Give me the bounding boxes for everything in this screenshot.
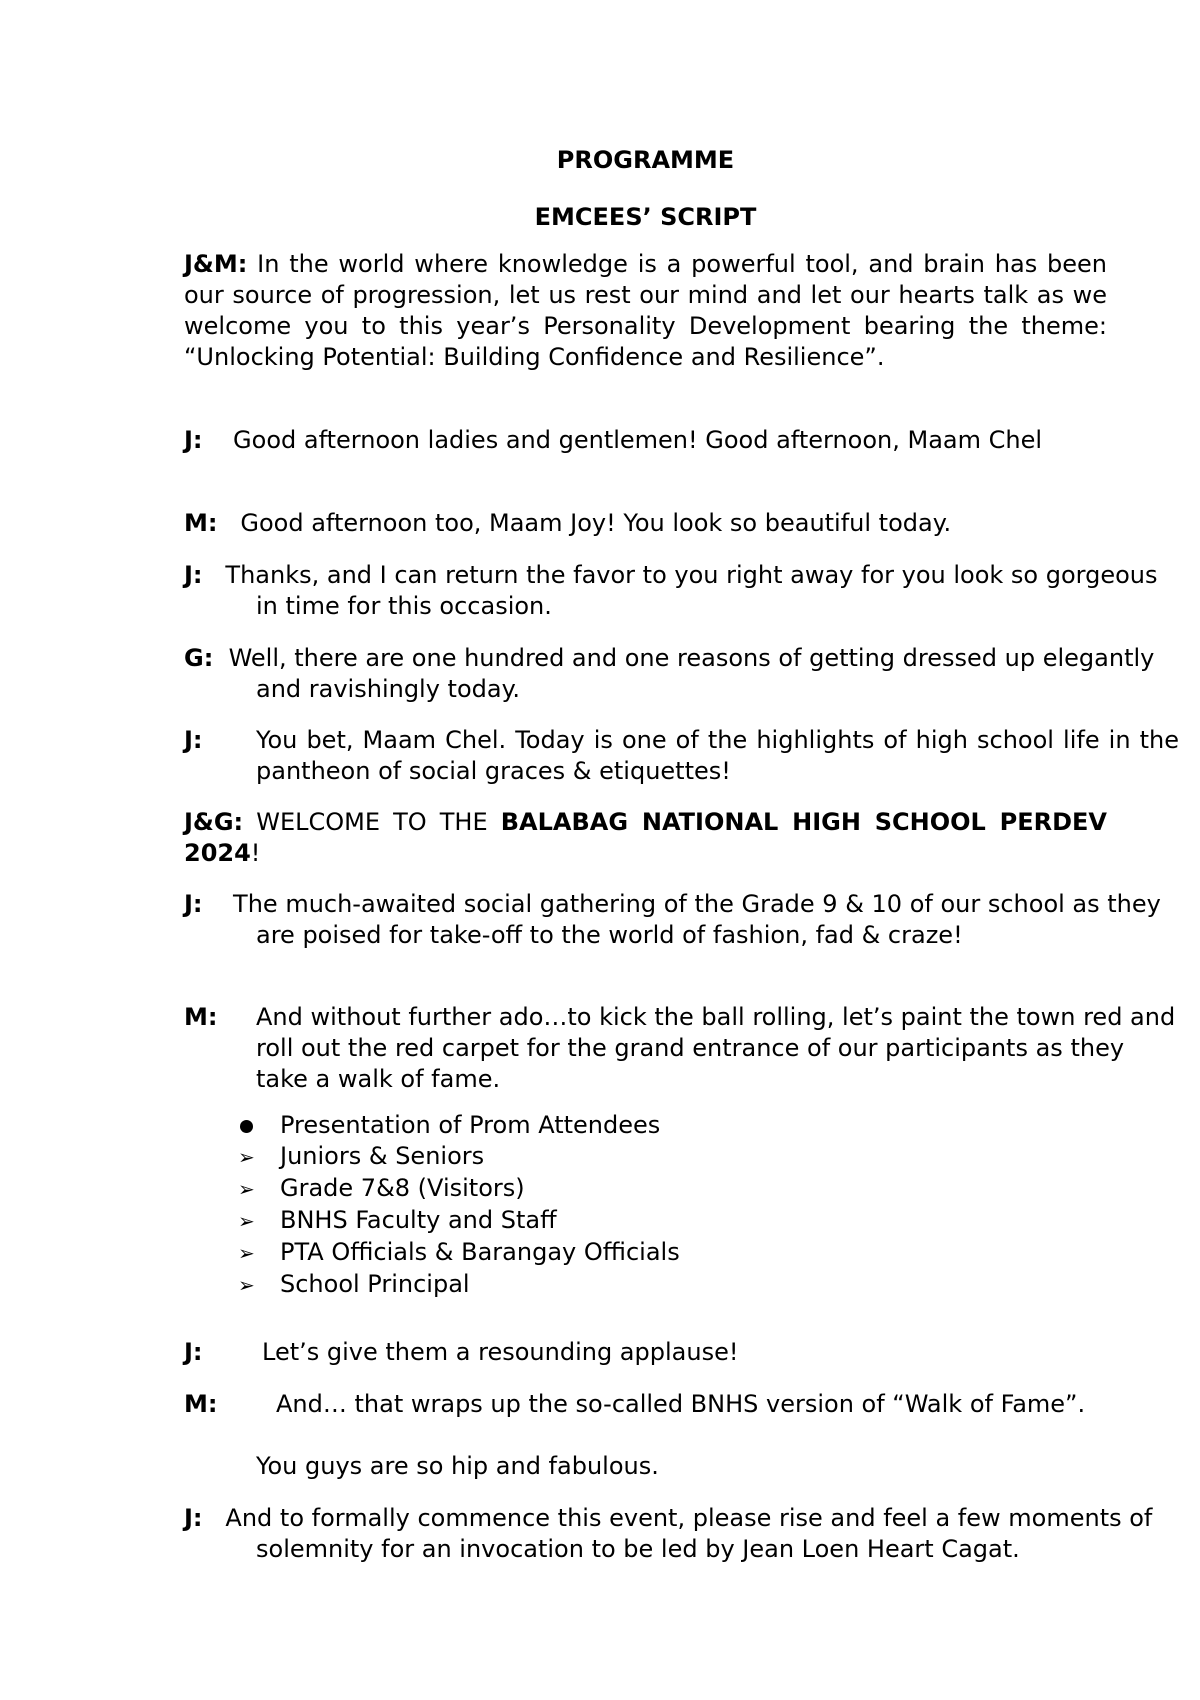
script-line	[184, 508, 1107, 539]
line-text: Good afternoon ladies and gentlemen! Good afternoon, Maam Chel	[233, 426, 1043, 454]
line-text: Thanks, and I can return the favor to you right away for you look so gorgeous in time for this occasion.	[225, 561, 1158, 620]
list-item-label: Juniors & Seniors	[280, 1142, 485, 1170]
line-text: And… that wraps up the so-called BNHS version of “Walk of Fame”.	[276, 1390, 1086, 1418]
page-subtitle: EMCEES’ SCRIPT	[534, 203, 757, 231]
list-item-label: School Principal	[280, 1270, 470, 1298]
line-text: And to formally commence this event, please rise and feel a few moments of solemnity for an invocation to be led by Jean Loen Heart Cagat.	[225, 1504, 1153, 1563]
speaker-label: J&G:	[184, 808, 244, 836]
line-text: Well, there are one hundred and one reasons of getting dressed up elegantly and ravishingly today.	[228, 644, 1155, 703]
script-line	[184, 1337, 1107, 1368]
speaker-label: J:	[184, 890, 203, 918]
arrow-bullet-icon: ➢	[238, 1241, 255, 1265]
line-text: You guys are so hip and fabulous.	[256, 1452, 659, 1480]
line-text: Let’s give them a resounding applause!	[262, 1338, 739, 1366]
line-text: Good afternoon too, Maam Joy! You look so beautiful today.	[240, 509, 952, 537]
speaker-label: M:	[184, 509, 218, 537]
script-line	[184, 249, 1107, 373]
script-line	[184, 643, 1179, 705]
line-text: You bet, Maam Chel. Today is one of the highlights of high school life in the pantheon of social graces & etiquettes!	[256, 726, 1179, 785]
speaker-label: J:	[184, 426, 203, 454]
bullet-icon	[238, 1110, 280, 1141]
speaker-label: J:	[184, 1338, 203, 1366]
script-line	[184, 1002, 1179, 1095]
script-line	[184, 725, 1179, 787]
list-item	[238, 1173, 1038, 1205]
list-item-label: Grade 7&8 (Visitors)	[280, 1174, 525, 1202]
script-line	[184, 560, 1179, 622]
speaker-label: J:	[184, 726, 203, 754]
list-item	[238, 1205, 1038, 1237]
line-text-pre: WELCOME TO THE	[256, 808, 501, 836]
script-line-continuation	[184, 1451, 1179, 1482]
list-item	[238, 1110, 1038, 1141]
page-title: PROGRAMME	[556, 146, 735, 174]
line-text-post: !	[250, 839, 261, 867]
school-name: BALABAG NATIONAL HIGH SCHOOL PERDEV 2024	[184, 808, 1107, 867]
list-item	[238, 1237, 1038, 1269]
list-item	[238, 1269, 1038, 1301]
presentation-list	[238, 1110, 1038, 1301]
arrow-bullet-icon: ➢	[238, 1177, 255, 1201]
speaker-label: J:	[184, 1504, 203, 1532]
script-line	[184, 425, 1107, 456]
arrow-bullet-icon: ➢	[238, 1145, 255, 1169]
script-line	[184, 807, 1107, 869]
list-heading: Presentation of Prom Attendees	[280, 1111, 661, 1139]
script-line	[184, 1503, 1179, 1565]
speaker-label: J&M:	[184, 250, 248, 278]
line-text: And without further ado…to kick the ball rolling, let’s paint the town red and roll out the red carpet for the grand entrance of our participants as they take a walk of fame.	[256, 1003, 1176, 1093]
speaker-label: M:	[184, 1390, 218, 1418]
speaker-label: M:	[184, 1003, 218, 1031]
arrow-bullet-icon: ➢	[238, 1209, 255, 1233]
speaker-label: J:	[184, 561, 203, 589]
line-text: In the world where knowledge is a powerful tool, and brain has been our source of progression, let us rest our mind and let our hearts talk as we welcome you to this year’s Personality Development bearing the theme: “Unlocking Potential: Building Confidence and Resilience”.	[184, 250, 1107, 371]
list-item	[238, 1141, 1038, 1173]
script-line	[184, 1389, 1107, 1420]
list-item-label: PTA Officials & Barangay Officials	[280, 1238, 680, 1266]
speaker-label: G:	[184, 644, 214, 672]
list-item-label: BNHS Faculty and Staff	[280, 1206, 557, 1234]
arrow-bullet-icon: ➢	[238, 1273, 255, 1297]
line-text: The much-awaited social gathering of the Grade 9 & 10 of our school as they are poised for take-off to the world of fashion, fad & craze!	[233, 890, 1161, 949]
script-line	[184, 889, 1179, 951]
